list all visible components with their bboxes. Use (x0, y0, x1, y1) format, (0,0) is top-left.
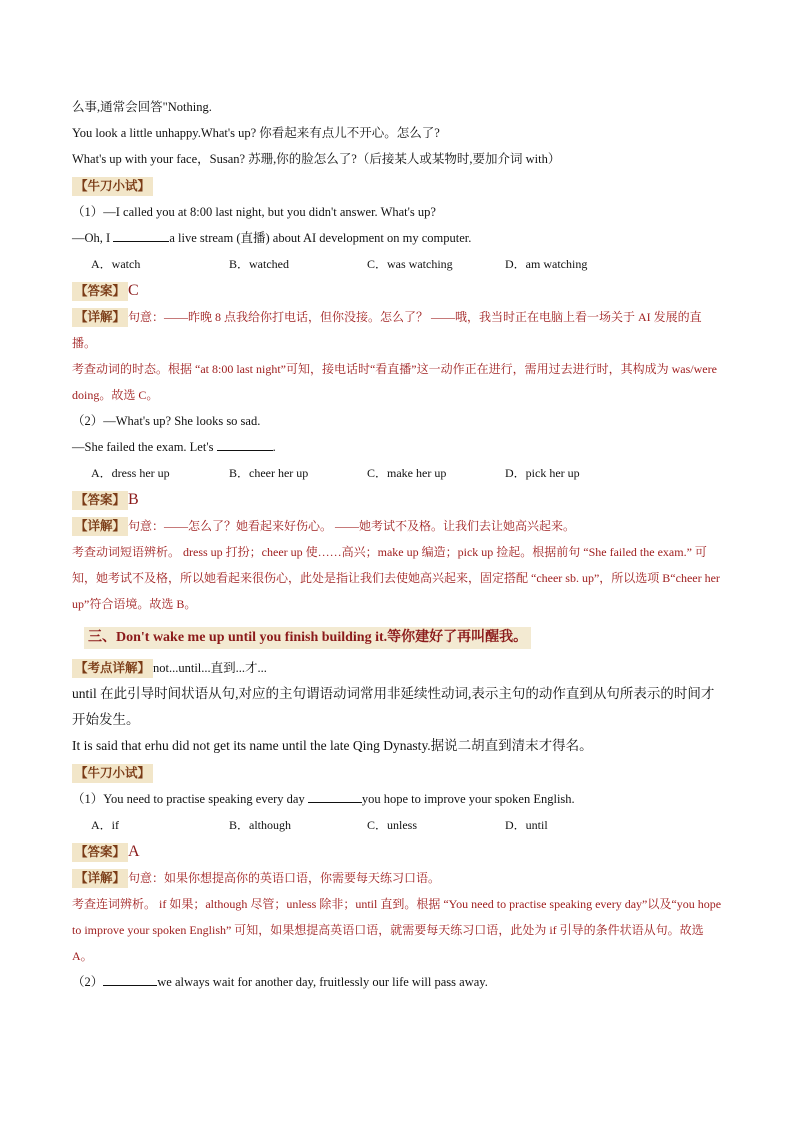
q3-stem-pre: （1）You need to practise speaking every day (72, 792, 308, 806)
intro-line-2: You look a little unhappy.What's up? 你看起来有点儿不开心。怎么了? (72, 126, 440, 140)
q2-answer: B (128, 491, 139, 508)
q4-stem-post: we always wait for another day, fruitlessly our life will pass away. (157, 975, 488, 989)
q2-options (72, 460, 722, 486)
q2-option-b: B．cheer her up (229, 466, 309, 480)
section-3-heading (72, 627, 722, 649)
q2-explain-2: 考查动词短语辨析。 dress up 打扮；cheer up 使……高兴；make up 编造；pick up 捡起。根据前句 “She failed the exam.” 可知，她考试不及格，所以她看起来很伤心，此处是指让我们去使她高兴起来，固定搭配 “cheer sb. up”，所以选项 B“cheer her up”符合语境。故选 B。 (72, 545, 720, 611)
q3-option-a: A．if (91, 818, 119, 832)
keypoint-text: not...until...直到...才... (153, 661, 267, 675)
q2-blank (217, 438, 273, 451)
q3-answer: A (128, 843, 140, 860)
q1-explain-tag: 【详解】 (72, 308, 128, 327)
q1-answer-tag: 【答案】 (72, 282, 128, 301)
q1-stem-b-pre: —Oh, I (72, 231, 114, 245)
q2-option-a: A．dress her up (91, 466, 170, 480)
q1-option-b: B．watched (229, 257, 289, 271)
q4-blank (103, 973, 157, 986)
q3-options (72, 812, 722, 838)
q1-explain-2: 考查动词的时态。根据 “at 8:00 last night”可知，接电话时“看直播”这一动作正在进行，需用过去进行时，其构成为 was/were doing。故选 C。 (72, 362, 717, 402)
q2-explain-tag: 【详解】 (72, 517, 128, 536)
q1-answer: C (128, 282, 139, 299)
q3-stem (72, 786, 722, 812)
q1-option-c: C．was watching (367, 257, 453, 271)
q3-answer-tag: 【答案】 (72, 843, 128, 862)
q2-stem-b-pre: —She failed the exam. Let's (72, 440, 217, 454)
q3-blank (308, 790, 362, 803)
q1-blank (113, 229, 169, 242)
q2-stem-b (72, 434, 722, 460)
q2-stem-b-post: . (272, 440, 276, 454)
intro-line-3: What's up with your face，Susan? 苏珊,你的脸怎么了?（后接某人或某物时,要加介词 with） (72, 152, 561, 166)
q2-option-d: D．pick her up (505, 466, 580, 480)
q1-stem-b-post: a live stream (直播) about AI development on my computer. (169, 231, 472, 245)
keypoint-line (72, 655, 722, 681)
document-page (72, 94, 722, 995)
section-3-title: 三、Don't wake me up until you finish building it.等你建好了再叫醒我。 (84, 627, 531, 649)
q2-stem-a: （2）—What's up? She looks so sad. (72, 414, 261, 428)
q3-explain-2: 考查连词辨析。 if 如果；although 尽管；unless 除非；until 直到。根据 “You need to practise speaking every day”以及“you hope to improve your spoken English” 可知，如果想提高英语口语，就需要每天练习口语，此处为 if 引导的条件状语从句。故选 A。 (72, 897, 722, 963)
q1-option-d: D．am watching (505, 257, 588, 271)
section-3-body-1: until 在此引导时间状语从句,对应的主句谓语动词常用非延续性动词,表示主句的动作直到从句所表示的时间才开始发生。 (72, 686, 715, 727)
q2-answer-tag: 【答案】 (72, 491, 128, 510)
q1-options (72, 251, 722, 277)
q2-option-c: C．make her up (367, 466, 447, 480)
intro-line-1: 么事,通常会回答"Nothing. (72, 100, 212, 114)
q1-stem-a: （1）—I called you at 8:00 last night, but you didn't answer. What's up? (72, 205, 436, 219)
practice-tag: 【牛刀小试】 (72, 177, 153, 196)
q1-explain-1: 【详解】 句意：——昨晚 8 点我给你打电话，但你没接。怎么了？ ——哦，我当时正在电脑上看一场关于 AI 发展的直播。 (72, 310, 702, 350)
q3-option-b: B．although (229, 818, 291, 832)
keypoint-tag: 【考点详解】 (72, 659, 153, 678)
q3-option-c: C．unless (367, 818, 418, 832)
section-3-body-2: It is said that erhu did not get its name until the late Qing Dynasty.据说二胡直到清末才得名。 (72, 738, 593, 753)
q1-stem-b (72, 225, 722, 251)
practice-tag-2: 【牛刀小试】 (72, 764, 153, 783)
q4-stem-pre: （2） (72, 975, 104, 989)
q4-stem (72, 969, 722, 995)
q3-option-d: D．until (505, 818, 548, 832)
q3-explain-1: 【详解】 句意：如果你想提高你的英语口语，你需要每天练习口语。 (72, 865, 722, 891)
q3-stem-post: you hope to improve your spoken English. (361, 792, 575, 806)
q3-explain-tag: 【详解】 (72, 869, 128, 888)
q1-option-a: A．watch (91, 257, 141, 271)
q2-explain-1: 【详解】 句意：——怎么了？她看起来好伤心。 ——她考试不及格。让我们去让她高兴起来。 (72, 513, 722, 539)
